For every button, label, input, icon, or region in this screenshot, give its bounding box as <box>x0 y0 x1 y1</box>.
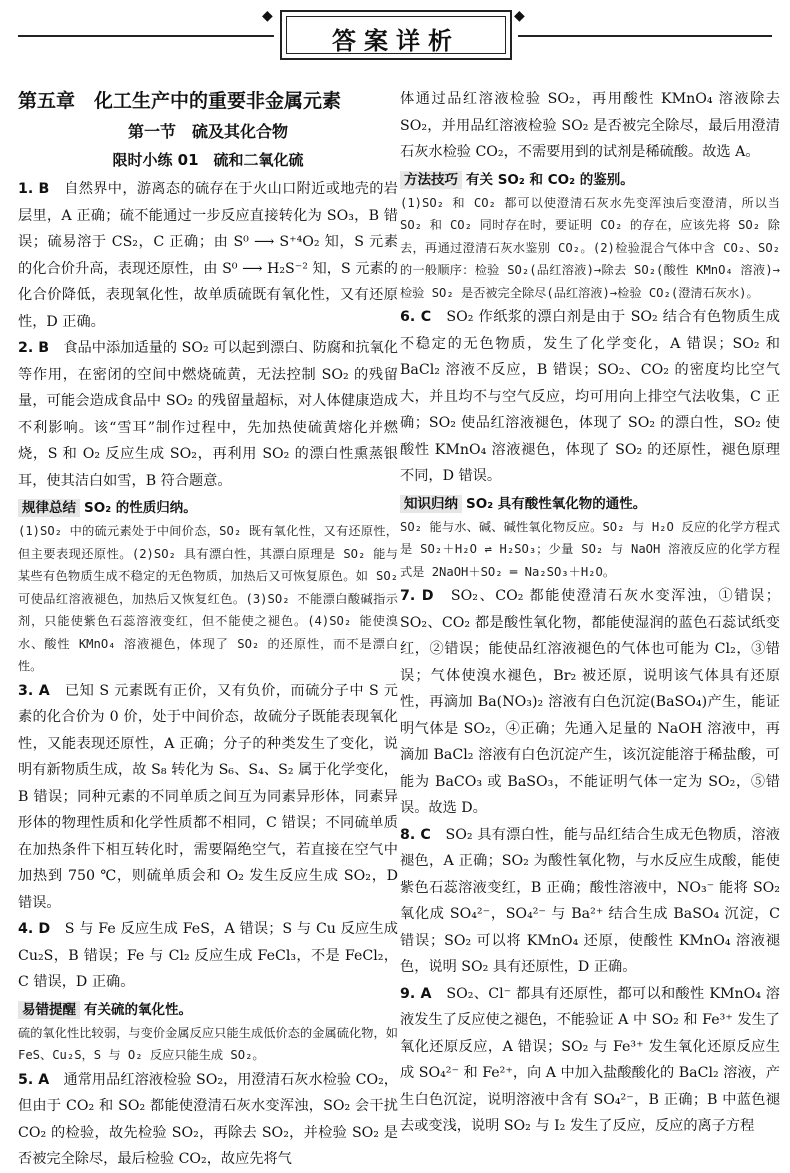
answer-number: 1. B <box>18 181 50 197</box>
section-title: 第一节 硫及其化合物 <box>127 122 288 141</box>
tip-tag: 规律总结 <box>18 499 80 517</box>
tip-box <box>18 496 398 678</box>
header-rule-left <box>18 35 274 37</box>
answer-item <box>400 822 780 981</box>
answer-number: 2. B <box>18 340 50 356</box>
answer-text: SO₂、Cl⁻ 都具有还原性，都可以和酸性 KMnO₄ 溶液发生了反应使之褪色，不能验证 A 中 SO₂ 和 Fe³⁺ 发生了氧化还原反应，A 错误；SO₂ 与 Fe³⁺ 发生氧化还原反应生成 SO₄²⁻ 和 Fe²⁺，向 A 中加入盐酸酸化的 BaCl₂ 溶液，产生白色沉淀，说明溶液中含有 SO₄²⁻，B 正确；B 中蓝色褪去或变浅，说明 SO₂ 与 I₂ 发生了反应，反应的离子方程 <box>400 985 780 1134</box>
answer-text: SO₂ 作纸浆的漂白剂是由于 SO₂ 结合有色物质生成不稳定的无色物质，发生了化学变化，A 错误；SO₂ 和 BaCl₂ 溶液不反应，B 错误；SO₂、CO₂ 的密度均比空气大，并且均不与空气反应，均可用向上排空气法收集，C 正确；SO₂ 使品红溶液褪色，体现了 SO₂ 的漂白性，SO₂ 使酸性 KMnO₄ 溶液褪色，体现了 SO₂ 的还原性，褪色原理不同，D 错误。 <box>400 309 780 484</box>
answer-number: 6. C <box>400 309 432 325</box>
tip-body: (1)SO₂ 中的硫元素处于中间价态，SO₂ 既有氧化性，又有还原性，但主要表现还原性。(2)SO₂ 具有漂白性，其漂白原理是 SO₂ 能与某些有色物质生成不稳定的无色物质，加热后又可恢复原色。如 SO₂ 可使品红溶液褪色，加热后又恢复红色。(3)SO₂ 不能漂白酸碱指示剂，只能使紫色石蕊溶液变红，但不能使之褪色。(4)SO₂ 能使溴水、酸性 KMnO₄ 溶液褪色，体现了 SO₂ 的还原性，而不是漂白性。 <box>18 524 398 673</box>
tip-title <box>18 496 398 520</box>
tip-tag: 易错提醒 <box>18 1001 80 1019</box>
answer-item <box>400 583 780 822</box>
answer-item <box>400 304 780 490</box>
answer-item <box>400 981 780 1140</box>
chapter-title: 第五章 化工生产中的重要非金属元素 <box>18 90 342 112</box>
answer-text: 已知 S 元素既有正价，又有负价，而硫分子中 S 元素的化合价为 0 价，处于中间价态，故硫分子既能表现氧化性，又能表现还原性，A 正确；分子的种类发生了变化，说明有新物质生成，故 S₈ 转化为 S₆、S₄、S₂ 属于化学变化，B 错误；同种元素的不同单质之间互为同素异形体，同素异形体的物理性质和化学性质都不相同，C 错误；不同硫单质在加热条件下相互转化时，需要隔绝空气，若直接在空气中加热到 750 ℃，则硫单质会和 O₂ 发生反应生成 SO₂，D 错误。 <box>18 682 398 911</box>
tip-body: 硫的氧化性比较弱，与变价金属反应只能生成低价态的金属硫化物，如 FeS、Cu₂S，S 与 O₂ 反应只能生成 SO₂。 <box>18 1025 398 1062</box>
answer-number: 9. A <box>400 985 432 1002</box>
answer-number: 3. A <box>18 682 50 699</box>
right-column <box>400 86 780 1158</box>
left-column <box>18 86 398 1167</box>
tip-title <box>400 492 780 516</box>
tip-heading: 有关硫的氧化性。 <box>84 1001 192 1018</box>
answer-item <box>18 176 398 335</box>
answer-item <box>18 335 398 494</box>
answer-text: 自然界中，游离态的硫存在于火山口附近或地壳的岩层里，A 正确；硫不能通过一步反应直接转化为 SO₃，B 错误；硫易溶于 CS₂，C 正确；由 S⁰ ⟶ S⁺⁴O₂ 知，S 元素的化合价升高，表现还原性，由 S⁰ ⟶ H₂S⁻² 知，S 元素的化合价降低，表现氧化性，故单质硫既有氧化性，又有还原性，D 正确。 <box>18 181 398 330</box>
answer-number: 4. D <box>18 921 51 937</box>
answer-number: 8. C <box>400 826 431 843</box>
tip-heading: SO₂ 具有酸性氧化物的通性。 <box>466 495 647 512</box>
tip-body: (1)SO₂ 和 CO₂ 都可以使澄清石灰水先变浑浊后变澄清，所以当 SO₂ 和 CO₂ 同时存在时，要证明 CO₂ 的存在，应该先将 SO₂ 除去，再通过澄清石灰水鉴别 CO₂。(2)检验混合气体中含 CO₂、SO₂ 的一般顺序：检验 SO₂(品红溶液)→除去 SO₂(酸性 KMnO₄ 溶液)→检验 SO₂ 是否被完全除尽(品红溶液)→检验 CO₂(澄清石灰水)。 <box>400 195 780 300</box>
answer-continuation: 体通过品红溶液检验 SO₂，再用酸性 KMnO₄ 溶液除去 SO₂，并用品红溶液检验 SO₂ 是否被完全除尽，最后用澄清石灰水检验 CO₂，不需要用到的试剂是稀硫酸。故选 A。 <box>400 91 780 160</box>
answer-item <box>18 678 398 917</box>
header-banner <box>280 10 512 60</box>
tip-title <box>400 168 780 192</box>
answer-text: SO₂、CO₂ 都能使澄清石灰水变浑浊，①错误；SO₂、CO₂ 都是酸性氧化物，都能使湿润的蓝色石蕊试纸变红，②错误；能使品红溶液褪色的气体也可能为 Cl₂，③错误；气体使溴水褪色，Br₂ 被还原，说明该气体具有还原性，再滴加 Ba(NO₃)₂ 溶液有白色沉淀(BaSO₄)产生，能证明气体是 SO₂，④正确；先通入足量的 NaOH 溶液中，再滴加 BaCl₂ 溶液有白色沉淀产生，该沉淀能溶于稀盐酸，可能为 BaCO₃ 或 BaSO₃，不能证明气体一定为 SO₂，⑤错误。故选 D。 <box>400 588 780 816</box>
tip-box <box>400 492 780 584</box>
answer-text: 通常用品红溶液检验 SO₂，用澄清石灰水检验 CO₂，但由于 CO₂ 和 SO₂ 都能使澄清石灰水变浑浊，SO₂ 会干扰 CO₂ 的检验，故先检验 SO₂，再除去 SO₂，并检验 SO₂ 是否被完全除尽，最后检验 CO₂，故应先将气 <box>18 1071 398 1167</box>
answer-item <box>18 1067 398 1173</box>
tip-heading: 有关 SO₂ 和 CO₂ 的鉴别。 <box>466 171 634 188</box>
answer-text: S 与 Fe 反应生成 FeS，A 错误；S 与 Cu 反应生成 Cu₂S，B 错误；Fe 与 Cl₂ 反应生成 FeCl₃，不是 FeCl₂，C 错误，D 正确。 <box>18 921 398 990</box>
ornament-right-icon: ◆ <box>514 8 525 24</box>
answer-item <box>18 916 398 996</box>
tip-box <box>18 998 398 1067</box>
tip-body: SO₂ 能与水、碱、碱性氧化物反应。SO₂ 与 H₂O 反应的化学方程式是 SO₂＋H₂O ⇌ H₂SO₃；少量 SO₂ 与 NaOH 溶液反应的化学方程式是 2NaOH＋SO₂ ═ Na₂SO₃＋H₂O。 <box>400 519 780 579</box>
tip-box <box>400 168 780 305</box>
answer-text: SO₂ 具有漂白性，能与品红结合生成无色物质，溶液褪色，A 正确；SO₂ 为酸性氧化物，与水反应生成酸，能使紫色石蕊溶液变红，B 正确；酸性溶液中，NO₃⁻ 能将 SO₂ 氧化成 SO₄²⁻，SO₄²⁻ 与 Ba²⁺ 结合生成 BaSO₄ 沉淀，C 错误；SO₂ 可以将 KMnO₄ 还原，使酸性 KMnO₄ 溶液褪色，说明 SO₂ 具有还原性，D 正确。 <box>400 826 780 975</box>
tip-title <box>18 998 398 1022</box>
header-rule-right <box>518 35 772 37</box>
ornament-left-icon: ◆ <box>262 8 273 24</box>
page-title: 答案详析 <box>332 27 460 55</box>
tip-tag: 方法技巧 <box>400 171 462 189</box>
answer-text: 食品中添加适量的 SO₂ 可以起到漂白、防腐和抗氧化等作用，在密闭的空间中燃烧硫黄，无法控制 SO₂ 的残留量，可能会造成食品中 SO₂ 的残留量超标，对人体健康造成不利影响。该“雪耳”制作过程中，先加热使硫黄熔化并燃烧，S 和 O₂ 反应生成 SO₂，再利用 SO₂ 的漂白性熏蒸银耳，使其洁白如雪，B 符合题意。 <box>18 340 398 489</box>
answer-number: 5. A <box>18 1071 50 1088</box>
tip-tag: 知识归纳 <box>400 495 462 513</box>
lesson-title: 限时小练 01 硫和二氧化硫 <box>112 151 304 169</box>
answer-number: 7. D <box>400 588 434 604</box>
tip-heading: SO₂ 的性质归纳。 <box>84 500 197 516</box>
